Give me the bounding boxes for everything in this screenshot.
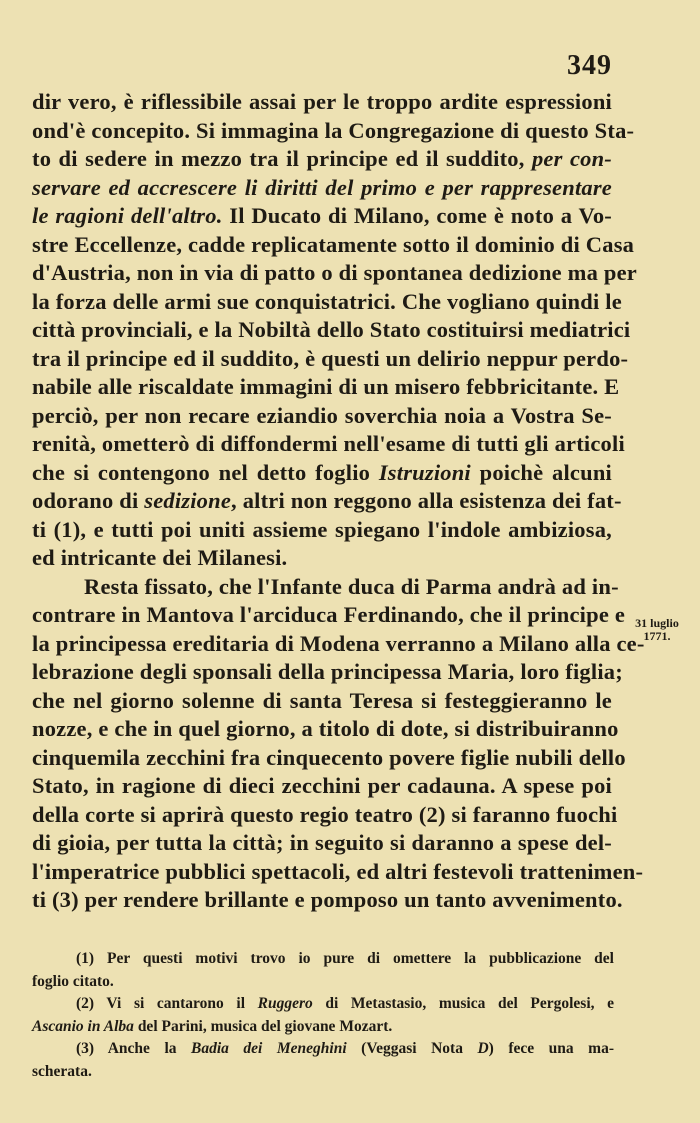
footnote-line: [32, 971, 614, 994]
body-line: [32, 744, 626, 773]
footnote-line: [32, 1038, 614, 1061]
body-line: [32, 658, 623, 687]
margin-note: [625, 617, 689, 643]
text-segment: poichè alcuni: [470, 459, 612, 485]
text-segment: Il Ducato di Milano, come è noto a Vo-: [222, 203, 612, 228]
text-segment: di Metastasio, musica del Pergolesi, e: [312, 995, 614, 1012]
italic-text: Ruggero: [257, 995, 313, 1012]
text-segment: ed intricante dei Milanesi.: [32, 545, 288, 570]
text-segment: Resta fissato, che l'Infante duca di Parma andrà ad in-: [84, 573, 619, 599]
body-line: [32, 316, 631, 345]
text-segment: l'imperatrice pubblici spettacoli, ed altri festevoli trattenimen-: [32, 858, 644, 884]
text-segment: nabile alle riscaldate immagini di un misero febbricitante. E: [32, 374, 620, 399]
text-segment: lebrazione degli sponsali della principessa Maria, loro figlia;: [32, 659, 623, 684]
text-segment: d'Austria, non in via di patto o di spontanea dedizione ma per: [32, 260, 637, 285]
text-segment: to di sedere in mezzo tra il principe ed il suddito,: [32, 146, 532, 171]
body-line: [32, 259, 637, 288]
text-segment: della corte si aprirà questo regio teatro (2) si faranno fuochi: [32, 801, 618, 827]
body-line: [32, 801, 618, 830]
text-segment: città provinciali, e la Nobiltà dello Stato costituirsi mediatrici: [32, 317, 631, 342]
text-segment: (1) Per questi motivi trovo io pure di omettere la pubblicazione del: [76, 950, 614, 967]
text-segment: ) fece una ma-: [488, 1040, 614, 1057]
text-segment: (3) Anche la: [76, 1040, 192, 1057]
italic-text: D: [477, 1040, 489, 1057]
italic-text: Istruzioni: [378, 459, 471, 485]
footnotes: [32, 948, 614, 1083]
margin-note-date: 31 luglio: [635, 616, 679, 630]
italic-text: Badia dei Meneghini: [191, 1040, 347, 1057]
text-segment: ti (1), e tutti poi uniti assieme spiegano l'indole ambiziosa,: [32, 516, 612, 542]
text-segment: la forza delle armi sue conquistatrici. Che vogliano quindi le: [32, 288, 622, 314]
italic-text: sedizione: [144, 488, 232, 513]
text-segment: che nel giorno solenne di santa Teresa si festeggieranno le: [32, 687, 612, 713]
text-segment: (Veggasi Nota: [346, 1040, 478, 1057]
body-line: [32, 487, 622, 516]
footnote-line: [32, 948, 614, 971]
body-line: [32, 88, 612, 117]
body-text: [32, 88, 645, 915]
body-line: [32, 373, 620, 402]
body-line: [32, 231, 635, 260]
body-line: [32, 715, 619, 744]
text-segment: dir vero, è riflessibile assai per le troppo ardite espressioni: [32, 89, 612, 114]
text-segment: cinquemila zecchini fra cinquecento povere figlie nubili dello: [32, 744, 626, 770]
text-segment: , altri non reggono alla esistenza dei fat-: [231, 488, 622, 513]
body-line: [32, 202, 612, 231]
margin-note-year: 1771.: [643, 629, 671, 643]
footnote-line: [32, 1016, 614, 1039]
body-line: [32, 174, 612, 203]
text-segment: ti (3) per rendere brillante e pomposo un tanto avvenimento.: [32, 887, 623, 912]
text-segment: stre Eccellenze, cadde replicatamente sotto il dominio di Casa: [32, 231, 635, 257]
body-line: [32, 516, 612, 545]
text-segment: (2) Vi si cantarono il: [76, 995, 258, 1012]
italic-text: servare ed accrescere li diritti del primo e per rappresentare: [32, 174, 612, 200]
text-segment: odorano di: [32, 488, 145, 513]
text-segment: di gioia, per tutta la città; in seguito si daranno a spese del-: [32, 830, 612, 855]
body-line: [32, 430, 625, 459]
text-segment: perciò, per non recare eziandio soverchia noia a Vostra Se-: [32, 402, 612, 428]
body-line: [32, 544, 612, 573]
text-segment: scherata.: [32, 1062, 92, 1080]
italic-text: per con-: [531, 146, 612, 171]
footnote-line: [32, 993, 614, 1016]
italic-text: Ascanio in Alba: [32, 1017, 134, 1035]
body-line: [32, 459, 612, 488]
text-segment: la principessa ereditaria di Modena verranno a Milano alla ce-: [32, 630, 645, 656]
page-number: 349: [567, 50, 612, 81]
body-line: [32, 573, 619, 602]
footnote-line: [32, 1061, 614, 1084]
body-line: [32, 601, 626, 630]
text-segment: renità, ometterò di diffondermi nell'esame di tutti gli articoli: [32, 431, 625, 456]
body-line: [32, 402, 612, 431]
italic-text: le ragioni dell'altro.: [32, 203, 223, 228]
body-line: [32, 886, 623, 915]
text-segment: tra il principe ed il suddito, è questi un delirio neppur perdo-: [32, 345, 629, 371]
body-line: [32, 858, 644, 887]
text-segment: foglio citato.: [32, 972, 114, 990]
body-line: [32, 145, 612, 174]
body-line: [32, 117, 635, 146]
text-segment: del Parini, musica del giovane Mozart.: [133, 1017, 393, 1035]
text-segment: contrare in Mantova l'arciduca Ferdinando, che il principe e: [32, 602, 626, 627]
body-line: [32, 630, 645, 659]
text-segment: ond'è concepito. Si immagina la Congregazione di questo Sta-: [32, 117, 635, 143]
body-line: [32, 687, 612, 716]
text-segment: che si contengono nel detto foglio: [32, 459, 379, 485]
body-line: [32, 288, 622, 317]
text-segment: Stato, in ragione di dieci zecchini per cadauna. A spese poi: [32, 773, 612, 798]
body-line: [32, 772, 612, 801]
body-line: [32, 829, 612, 858]
body-line: [32, 345, 629, 374]
text-segment: nozze, e che in quel giorno, a titolo di dote, si distribuiranno: [32, 716, 619, 741]
